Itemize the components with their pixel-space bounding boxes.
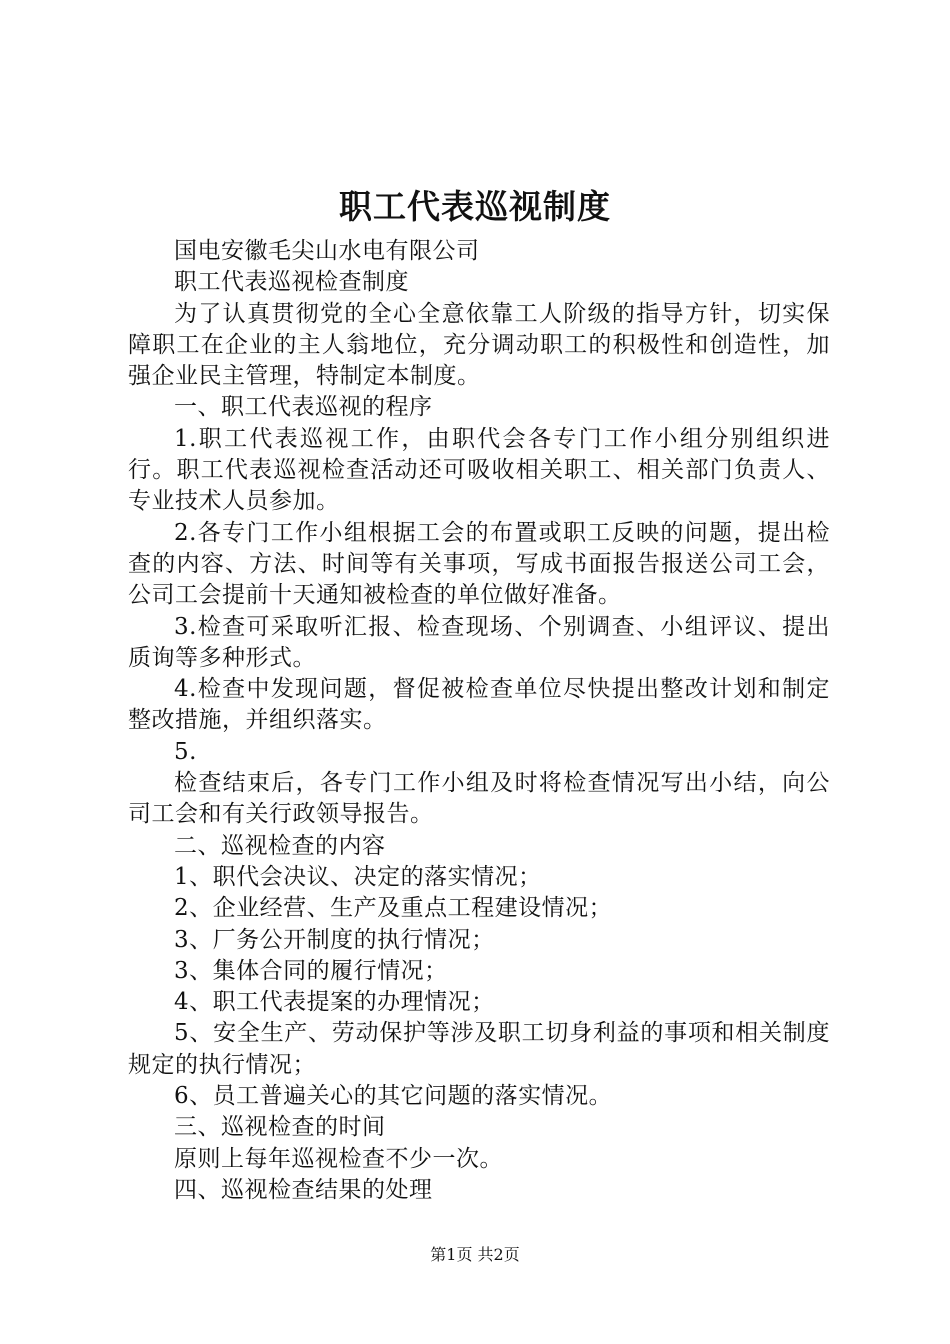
- paragraph: 三、巡视检查的时间: [174, 1114, 386, 1141]
- paragraph: 原则上每年巡视检查不少一次。: [174, 1145, 503, 1172]
- document-title: 职工代表巡视制度: [339, 187, 611, 226]
- paragraph: 5.: [174, 738, 197, 765]
- paragraph: 检查结束后，各专门工作小组及时将检查情况写出小结，向公司工会和有关行政领导报告。: [128, 770, 830, 828]
- paragraph: 3.检查可采取听汇报、检查现场、个别调查、小组评议、提出质询等多种形式。: [128, 613, 830, 671]
- document-body: [128, 236, 830, 1206]
- paragraph: 3、厂务公开制度的执行情况；: [174, 926, 495, 953]
- paragraph: 职工代表巡视检查制度: [174, 269, 409, 296]
- paragraph: 1、职代会决议、决定的落实情况；: [174, 863, 542, 890]
- paragraph: 2、企业经营、生产及重点工程建设情况；: [174, 895, 613, 922]
- paragraph: 5、安全生产、劳动保护等涉及职工切身利益的事项和相关制度规定的执行情况；: [128, 1020, 830, 1078]
- paragraph: 4、职工代表提案的办理情况；: [174, 989, 495, 1016]
- paragraph: 四、巡视检查结果的处理: [174, 1176, 433, 1203]
- page-footer: 第1页 共2页: [430, 1245, 520, 1264]
- paragraph: 2.各专门工作小组根据工会的布置或职工反映的问题，提出检查的内容、方法、时间等有关事项，写成书面报告报送公司工会，公司工会提前十天通知被检查的单位做好准备。: [128, 519, 830, 609]
- paragraph: 4.检查中发现问题，督促被检查单位尽快提出整改计划和制定整改措施，并组织落实。: [128, 676, 830, 734]
- paragraph: 国电安徽毛尖山水电有限公司: [174, 238, 480, 264]
- paragraph: 6、员工普遍关心的其它问题的落实情况。: [174, 1083, 613, 1110]
- paragraph: 一、职工代表巡视的程序: [174, 394, 433, 421]
- paragraph: 二、巡视检查的内容: [174, 832, 386, 859]
- paragraph: 为了认真贯彻党的全心全意依靠工人阶级的指导方针，切实保障职工在企业的主人翁地位，充分调动职工的积极性和创造性，加强企业民主管理，特制定本制度。: [128, 300, 830, 390]
- paragraph: 1.职工代表巡视工作，由职代会各专门工作小组分别组织进行。职工代表巡视检查活动还可吸收相关职工、相关部门负责人、专业技术人员参加。: [128, 425, 830, 515]
- paragraph: 3、集体合同的履行情况；: [174, 957, 448, 984]
